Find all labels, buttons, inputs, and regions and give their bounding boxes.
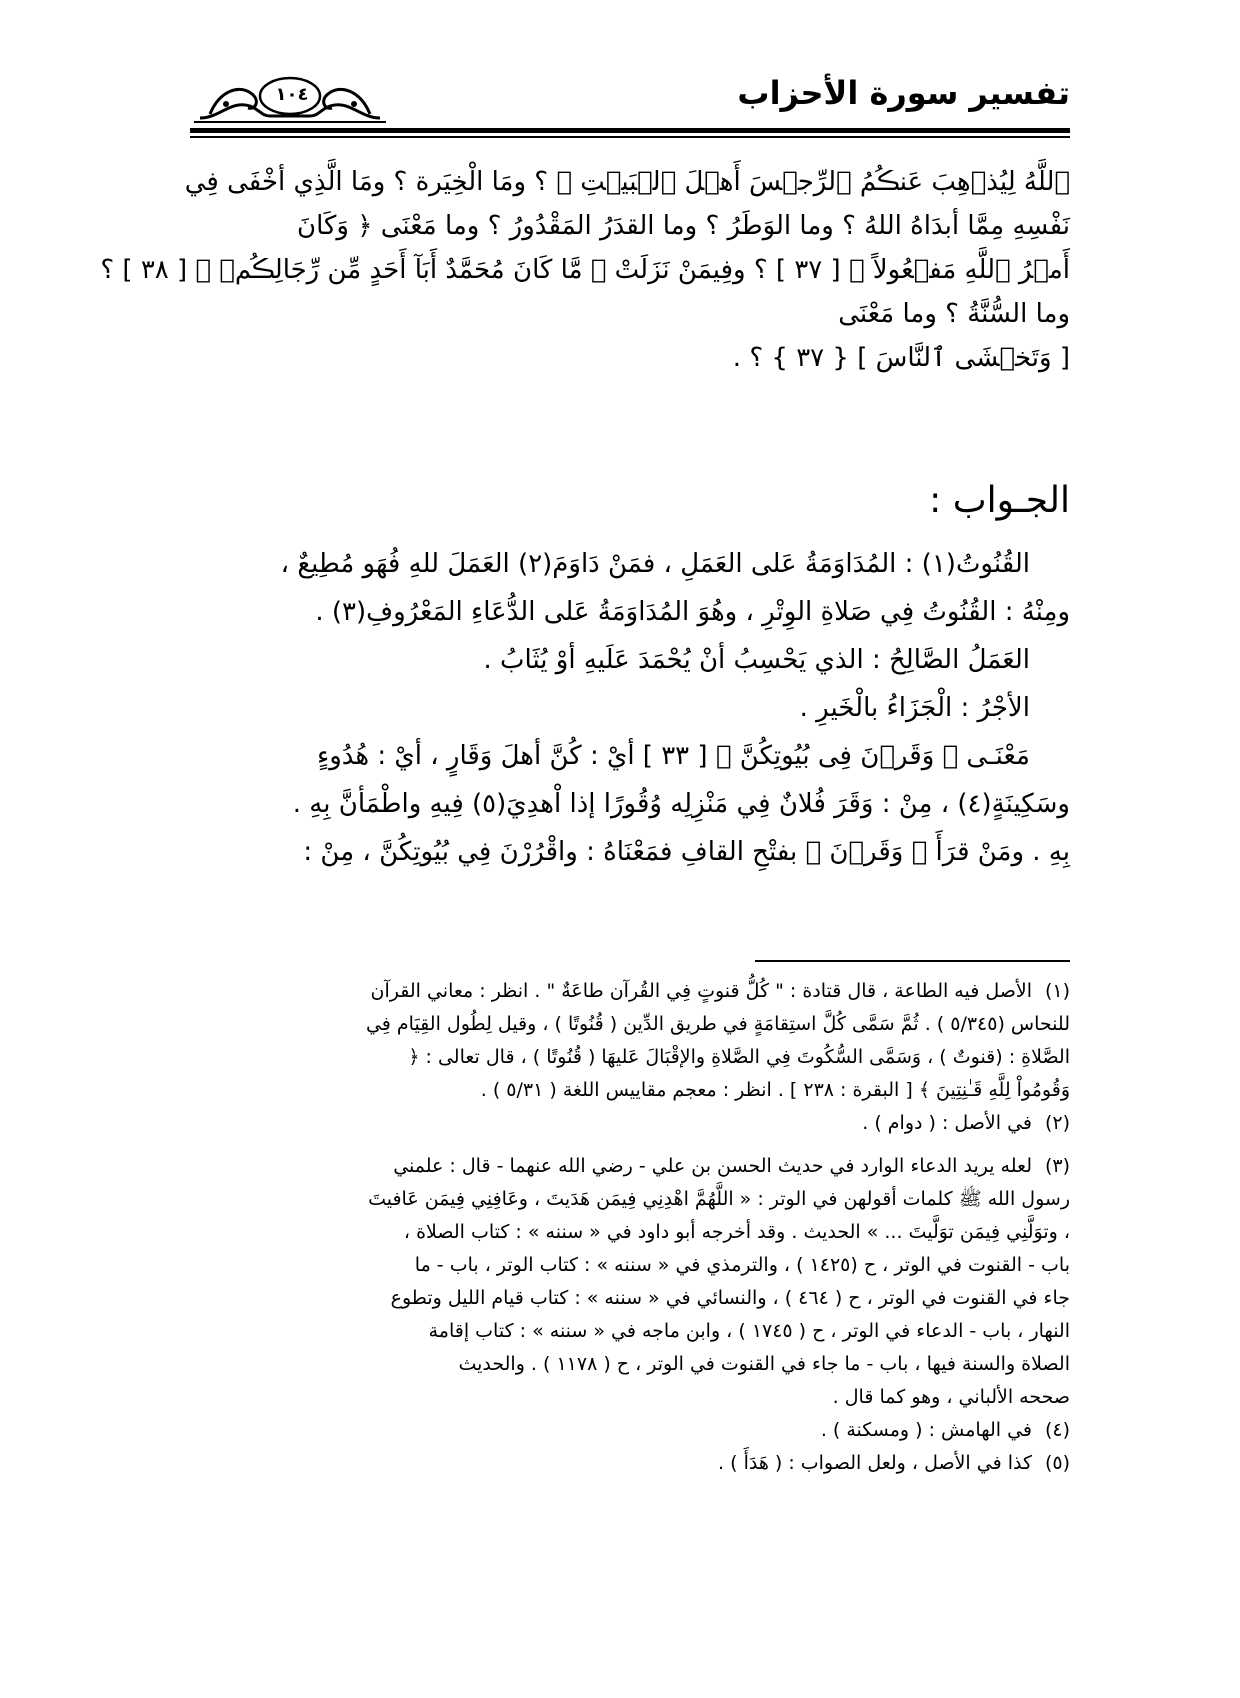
footnote-line: وَقُومُواْ لِلَّهِ قَـٰنِتِينَ ﴾ [ البقرة : ٢٣٨ ] . انظر : معجم مقاييس اللغة ( ٥/٣١ ) .	[480, 1079, 1070, 1101]
header-rule-thin	[190, 136, 1070, 138]
question-line: [ وَتَخۡشَى ٱلنَّاسَ ] { ٣٧ } ؟ .	[732, 343, 1070, 373]
footnote-line: جاء في القنوت في الوتر ، ح ( ٤٦٤ ) ، والنسائي في « سننه » : كتاب قيام الليل وتطوع	[390, 1287, 1070, 1309]
footnote-line	[190, 1107, 1070, 1140]
footnote-text: في الأصل : ( دوام ) .	[862, 1112, 1032, 1134]
footnote-separator	[755, 960, 1070, 962]
footnote-line: النهار ، باب - الدعاء في الوتر ، ح ( ١٧٤٥ ) ، وابن ماجه في « سننه » : كتاب إقامة	[428, 1320, 1070, 1342]
footnote-number: (٥)	[1044, 1452, 1070, 1474]
header-rule-thick	[190, 128, 1070, 133]
footnote-line: ، وتوَلَّنِي فِيمَن توَلَّيتَ ... » الحديث . وقد أخرجه أبو داود في « سننه » : كتاب الصلاة ،	[403, 1221, 1070, 1243]
footnote-gap	[190, 1140, 1070, 1150]
question-paragraph	[100, 160, 1070, 380]
answer-line: مَعْنَـى ﴿ وَقَرۡنَ فِى بُيُوتِكُنَّ ﴾ [ ٣٣ ] أيْ : كُنَّ أهلَ وَقَارٍ ، أيْ : هُدُوءٍ	[316, 741, 1030, 771]
answer-line: العَمَلُ الصَّالِحُ : الذي يَحْسِبُ أنْ يُحْمَدَ عَلَيهِ أوْ يُثَابُ .	[483, 645, 1030, 675]
footnote-text: في الهامش : ( ومسكنة ) .	[820, 1419, 1032, 1441]
footnote-line: الصلاة والسنة فيها ، باب - ما جاء في القنوت في الوتر ، ح ( ١١٧٨ ) . والحديث	[458, 1353, 1070, 1375]
footnote-number: (٤)	[1044, 1419, 1070, 1441]
footnote-line: الصَّلاةِ : (قنوتٌ ) ، وَسَمَّى السُّكُوتَ فِي الصَّلاةِ والإقْبَالَ عَليهَا ( قُنُوتًا ) ، قال تعالى : ﴿	[408, 1046, 1070, 1068]
footnote-line: باب - القنوت في الوتر ، ح (١٤٢٥ ) ، والترمذي في « سننه » : كتاب الوتر ، باب - ما	[414, 1254, 1070, 1276]
question-line: نَفْسِهِ مِمَّا أبدَاهُ اللهُ ؟ وما الوَطَرُ ؟ وما القدَرُ المَقْدُورُ ؟ وما مَعْنَى ﴿ وَكَانَ	[296, 211, 1070, 241]
footnote-line	[190, 1414, 1070, 1447]
question-line: أَمۡرُ ٱللَّهِ مَفۡعُولاً ﴾ [ ٣٧ ] ؟ وفِيمَنْ نَزَلَتْ ﴿ مَّا كَانَ مُحَمَّدٌ أَبَآ أَحَدٍ مِّن رِّجَالِڪُمۡ ﴾ [ ٣٨ ] ؟	[100, 255, 1070, 285]
answer-line: بِهِ . ومَنْ قرَأَ ﴿ وَقَرۡنَ ﴾ بفتْحِ القافِ فمَعْنَاهُ : واقْرُرْنَ فِي بُيُوتِكُنَّ ، مِنْ :	[303, 837, 1070, 867]
footnote-number: (١)	[1044, 980, 1070, 1002]
footnote-line	[190, 975, 1070, 1008]
answer-line: وسَكِينَةٍ(٤) ، مِنْ : وَقَرَ فُلانٌ فِي مَنْزِلِه وُقُورًا إذا اْهدِيَ(٥) فِيهِ واطْمَأنَّ بِهِ .	[292, 789, 1070, 819]
footnote-line: للنحاس (٥/٣٤٥ ) . ثُمَّ سَمَّى كُلَّ استِقامَةٍ في طريق الدِّين ( قُنُوتًا ) ، وقيل لِطُول القِيَام فِي	[365, 1013, 1070, 1035]
answer-line: الأجْرُ : الْجَزَاءُ بالْخَيرِ .	[799, 693, 1030, 723]
answer-heading: الجـواب :	[929, 480, 1070, 521]
footnote-number: (٢)	[1044, 1112, 1070, 1134]
answer-paragraph	[190, 540, 1070, 876]
question-line: ٱللَّهُ لِيُذۡهِبَ عَنڪُمُ ٱلرِّجۡسَ أَهۡلَ ٱلۡبَيۡتِ ﴾ ؟ ومَا الْخِيَرة ؟ ومَا الَّذِي أخْفَى فِي	[184, 167, 1070, 197]
footnote-text: لعله يريد الدعاء الوارد في حديث الحسن بن علي - رضي الله عنهما - قال : علمني	[393, 1155, 1032, 1177]
answer-line: القُنُوتُ(١) : المُدَاوَمَةُ عَلى العَمَلِ ، فمَنْ دَاوَمَ(٢) العَمَلَ للهِ فُهَو مُطِيعٌ ،	[280, 549, 1030, 579]
running-title: تفسير سورة الأحزاب	[737, 74, 1070, 112]
question-line: وما السُّنَّةُ ؟ وما مَعْنَى	[838, 299, 1070, 329]
footnote-line: صححه الألباني ، وهو كما قال .	[832, 1386, 1070, 1408]
answer-line: ومِنْهُ : القُنُوتُ فِي صَلاةِ الوِتْرِ ، وهُوَ المُدَاوَمَةُ عَلى الدُّعَاءِ المَعْرُوفِ(٣) .	[315, 597, 1070, 627]
footnote-line	[190, 1447, 1070, 1480]
footnote-line: رسول الله ﷺ كلمات أقولهن في الوتر : « اللَّهُمَّ اهْدِنِي فِيمَن هَدَيتَ ، وعَافِنِي فِيمَن عَافيتَ	[368, 1188, 1070, 1210]
footnote-text: كذا في الأصل ، ولعل الصواب : ( هَدَأَ ) .	[718, 1452, 1032, 1474]
footnote-line	[190, 1150, 1070, 1183]
footnote-text: الأصل فيه الطاعة ، قال قتادة : " كُلُّ قنوتٍ فِي القُرآن طاعَةٌ " . انظر : معاني القرآن	[370, 980, 1032, 1002]
footnote-number: (٣)	[1044, 1155, 1070, 1177]
footnotes	[190, 975, 1070, 1480]
page-number: ١٠٤	[275, 84, 309, 105]
